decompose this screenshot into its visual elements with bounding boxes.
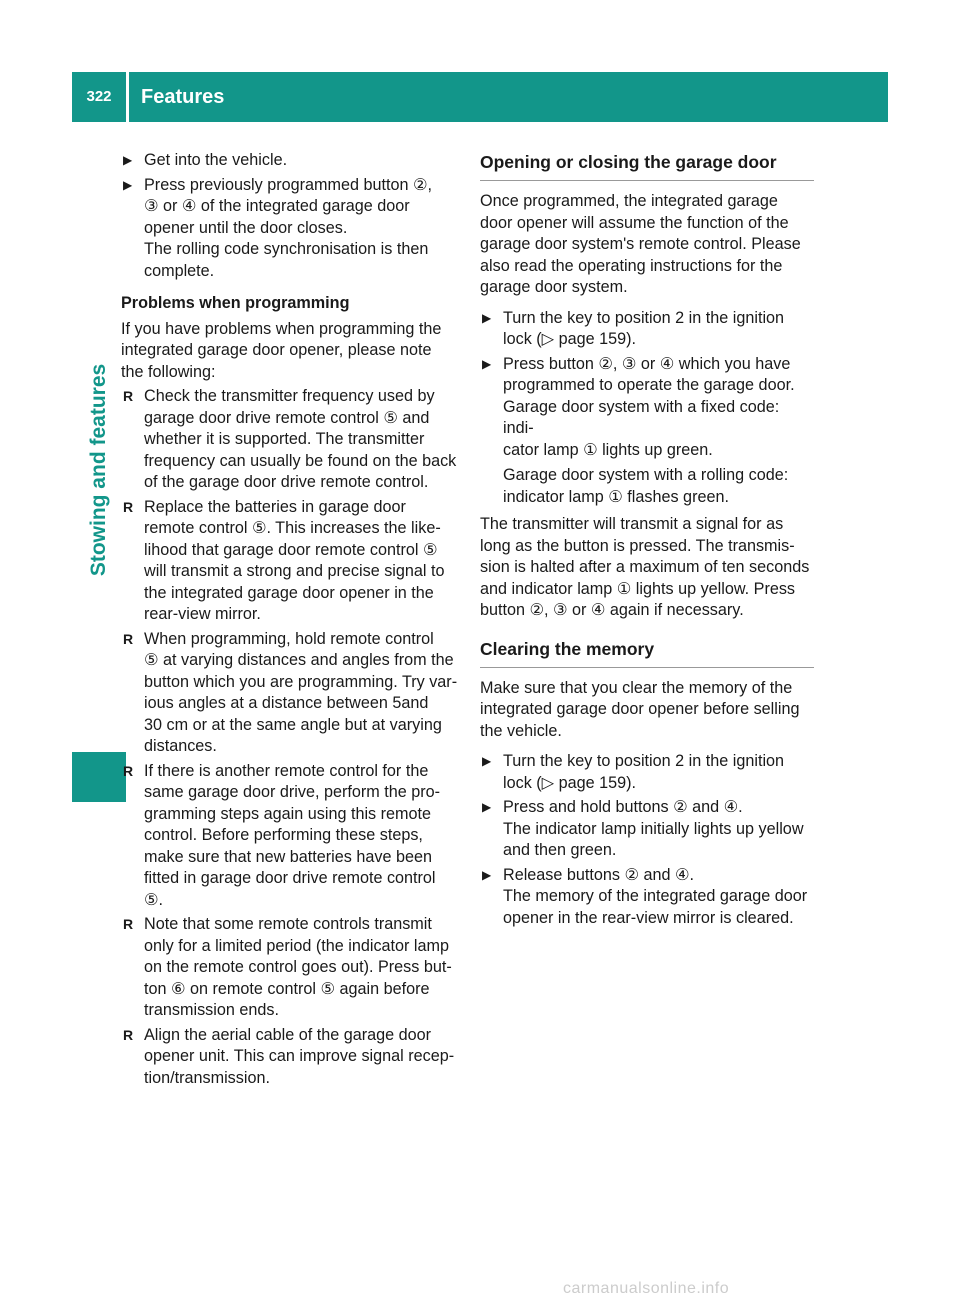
text-line: The rolling code synchronisation is then [144,240,429,258]
text-line: only for a limited period (the indicator lamp [144,936,450,955]
text-line: ▶ Turn the key to position 2 in the ignition [503,752,785,770]
watermark: carmanualsonline.info [563,1280,730,1297]
section-title: Features [141,86,225,108]
text-line: The memory of the integrated garage door [503,887,808,905]
instruction-step [121,175,461,283]
text-line: If you have problems when programming the [121,319,442,338]
instruction-step [480,308,814,351]
left-steps [121,150,461,282]
text-line: programmed to operate the garage door. [503,376,795,394]
text-line: and indicator lamp ① lights up yellow. Press [480,579,796,598]
text-line: R Replace the batteries in garage door [144,497,406,516]
text-line: frequency can usually be found on the back [144,451,457,470]
text-line: lihood that garage door remote control ⑤ [144,540,438,559]
text-line: the vehicle. [480,721,562,740]
text-line: remote control ⑤. This increases the like- [144,519,441,537]
text-line: ▶ Release buttons ② and ④. [503,865,695,884]
text-line: garage door system. [480,278,628,296]
problems-bullet-list [121,386,461,1089]
text-line: fitted in garage door drive remote control [144,869,436,887]
text-line: ton ⑥ on remote control ⑤ again before [144,979,430,998]
instruction-step [480,865,814,930]
page-number: 322 [86,88,112,105]
text-line: integrated garage door opener before selling [480,700,800,718]
problems-heading: Problems when programming [121,294,350,312]
text-line: Garage door system with a rolling code: [503,466,789,484]
text-line: ious angles at a distance between 5and [144,694,429,712]
open-close-steps [480,308,814,462]
text-line: on the remote control goes out). Press but- [144,958,452,976]
bullet-item [121,1025,461,1090]
text-line: Garage door system with a fixed code: indi- [503,397,780,437]
text-line: button which you are programming. Try var- [144,672,458,691]
text-line: button ②, ③ or ④ again if necessary. [480,601,744,619]
text-line: the following: [121,362,216,381]
clear-memory-heading: Clearing the memory [480,637,814,668]
text-line: opener unit. This can improve signal recep- [144,1047,455,1065]
text-line: will transmit a strong and precise signal to [144,562,445,580]
text-line: R Note that some remote controls transmit [144,915,432,933]
instruction-step [480,354,814,462]
header-divider [126,72,129,122]
text-line: sion is halted after a maximum of ten seconds [480,558,810,576]
text-line: ▶ Turn the key to position 2 in the ignition [503,308,785,327]
text-line: ▶ Press previously programmed button ②, [144,175,433,194]
text-line: garage door drive remote control ⑤ and [144,408,430,427]
clear-memory-intro [480,678,814,743]
bullet-item [121,629,461,758]
transmit-paragraph [480,514,814,622]
text-line: same garage door drive, perform the pro- [144,783,441,801]
text-line: make sure that new batteries have been [144,847,432,866]
text-line: of the garage door drive remote control. [144,473,429,491]
open-close-heading: Opening or closing the garage door [480,150,814,181]
text-line: The transmitter will transmit a signal for as [480,515,784,533]
text-line: distances. [144,737,217,755]
text-line: integrated garage door opener, please note [121,341,432,359]
text-line: and then green. [503,841,617,859]
text-line: rear-view mirror. [144,605,261,623]
side-tab-marker [72,752,126,802]
text-line: 30 cm or at the same angle but at varying [144,715,442,734]
text-line: door opener will assume the function of the [480,213,789,232]
text-line: opener in the rear-view mirror is cleared. [503,908,794,927]
text-line: Once programmed, the integrated garage [480,192,778,210]
text-line: ⑤. [144,890,164,909]
bullet-item [121,761,461,912]
text-line: lock (▷ page 159). [503,330,637,348]
text-line: ⑤ at varying distances and angles from the [144,651,454,669]
text-line: The indicator lamp initially lights up yellow [503,819,804,838]
text-line: also read the operating instructions for the [480,256,783,275]
problems-intro [121,319,461,384]
text-line: ▶ Get into the vehicle. [144,151,288,169]
text-line: R Check the transmitter frequency used by [144,387,435,405]
instruction-step [480,797,814,862]
instruction-step [480,751,814,794]
text-line: tion/transmission. [144,1068,270,1087]
left-column [121,150,461,1092]
right-column [480,150,814,932]
text-line: R If there is another remote control for the [144,761,429,780]
text-line: ▶ Press button ②, ③ or ④ which you have [503,354,791,373]
side-tab-label: Stowing and features [87,363,110,577]
side-tab [72,122,126,1302]
text-line: control. Before performing these steps, [144,826,423,844]
text-line: long as the button is pressed. The transmis- [480,536,795,555]
open-close-intro [480,191,814,299]
text-line: complete. [144,261,215,280]
instruction-step [121,150,461,172]
clear-memory-steps [480,751,814,929]
text-line: indicator lamp ① flashes green. [503,487,729,506]
text-line: lock (▷ page 159). [503,773,637,792]
text-line: Make sure that you clear the memory of the [480,678,793,697]
bullet-item [121,386,461,494]
text-line: ③ or ④ of the integrated garage door [144,197,410,215]
text-line: ▶ Press and hold buttons ② and ④. [503,798,743,816]
text-line: opener until the door closes. [144,218,348,237]
text-line: the integrated garage door opener in the [144,583,434,602]
text-line: R Align the aerial cable of the garage door [144,1025,432,1044]
bullet-item [121,914,461,1022]
text-line: whether it is supported. The transmitter [144,430,425,448]
text-line: cator lamp ① lights up green. [503,440,713,459]
text-line: R When programming, hold remote control [144,629,434,648]
text-line: garage door system's remote control. Please [480,235,801,253]
bullet-item [121,497,461,626]
rolling-code-note [480,465,814,508]
text-line: transmission ends. [144,1001,279,1019]
text-line: gramming steps again using this remote [144,804,432,823]
